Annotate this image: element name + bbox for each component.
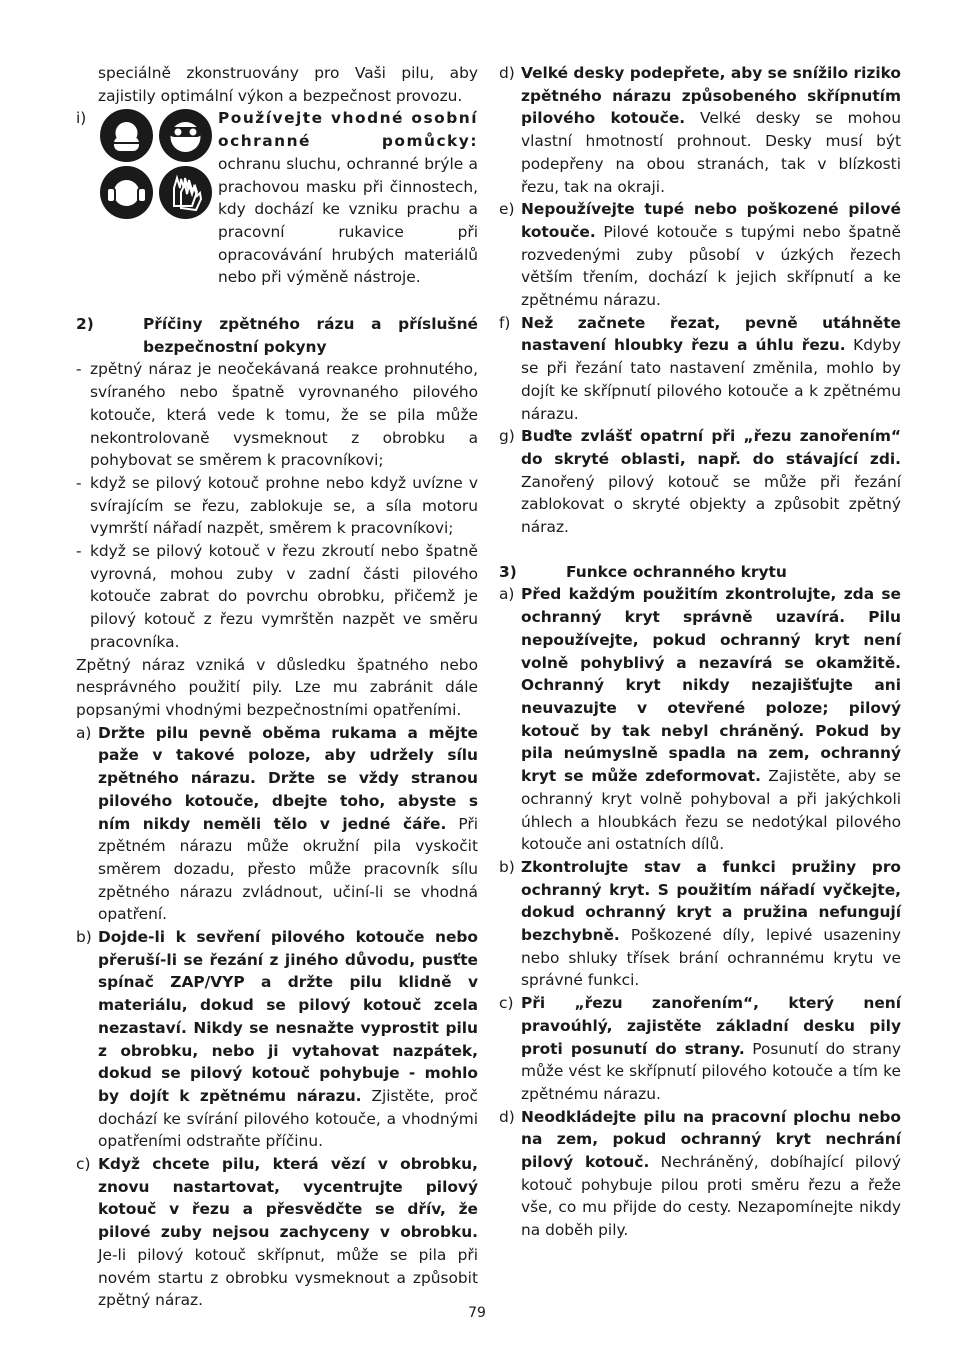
ppe-icons <box>98 107 218 225</box>
item-bold: Držte pilu pevně oběma rukama a mějte paže v takové poloze, aby udržely sílu zpětného nárazu. Držte se vždy stranou pilového kotouče, dbejte toho, abyste s ním nikdy neměli tělo v jedné čáře. <box>98 723 478 833</box>
ear-protection-icon <box>100 166 153 219</box>
item-label: f) <box>499 313 511 332</box>
bullet-text: když se pilový kotouč v řezu zkroutí nebo špatně vyrovná, mohou zuby v zadní části pilového kotouče zabrat do povrchu obrobku, přičemž je pilový kotouč z řezu vymrštěn nazpět ve směru pracovníka. <box>90 542 478 651</box>
item-text: Velké desky se mohou vlastní hmotností prohnout. Desky musí být podepřeny na obou stranách, tak v blízkosti řezu, tak na okraji. <box>521 109 901 196</box>
ppe-text <box>218 107 478 289</box>
list-item <box>499 992 901 1106</box>
bullet-text: zpětný náraz je neočekávaná reakce prohnutého, svíraného nebo špatně vyrovnaného pilového kotouče, která vede k tomu, že se pila může nekontrolovaně vysmeknout z obrobku a pohybovat se směrem k pracovníkovi; <box>90 360 478 470</box>
item-label: g) <box>499 427 515 446</box>
item-text: Kdyby se při řezání tato nastavení změnila, mohlo by dojít ke skřípnutí pilového kotouče a k zpětnému nárazu. <box>521 336 901 423</box>
item-text: Poškozené díly, lepivé usazeniny nebo shluky třísek brání ochrannému krytu ve správné funkci. <box>521 926 901 990</box>
item-bold: Při „řezu zanořením“, který není pravoúhlý, zajistěte základní desku pily proti posunutí do strany. <box>521 994 901 1058</box>
item-label: b) <box>76 928 92 947</box>
item-label: c) <box>76 1155 91 1174</box>
list-item <box>499 425 901 539</box>
item-bold: Nepoužívejte tupé nebo poškozené pilové kotouče. <box>521 200 901 241</box>
item-text: Zajistěte, aby se ochranný kryt volně pohyboval a při jakýchkoli úhlech a hloubkách řezu se nedotýkal pilového kotouče ani ostatních dílů. <box>521 767 901 854</box>
section-3-heading <box>499 561 901 584</box>
list-item <box>499 312 901 426</box>
item-bold: Když chcete pilu, která vězí v obrobku, znovu nastartovat, vycentrujte pilový kotouč v řezu a přesvědčte se dřív, že pilové zuby nejsou zachyceny v obrobku. <box>98 1155 478 1242</box>
item-text: Při zpětném nárazu může okružní pila vyskočit směrem dozadu, přesto může pracovník sílu zpětného nárazu zvládnout, učiní-li se vhodná opatření. <box>98 814 478 924</box>
list-item <box>499 62 901 198</box>
list-item <box>499 856 901 992</box>
section-number: 2) <box>76 315 94 334</box>
item-bold: Před každým použitím zkontrolujte, zda se ochranný kryt správně uzavírá. Pilu nepoužívejte, pokud ochranný kryt není volně pohyblivý a nezavírá se okamžitě. Ochranný kryt nikdy nezajišťujte ani neuvazujte v otevřené poloze; pilový kotouč by tak nebyl chráněný. Pokud by pila neúmyslně spadla na zem, ochranný kryt se může zdeformovat. <box>521 585 901 786</box>
list-item <box>499 1106 901 1242</box>
list-item: - když se pilový kotouč prohne nebo když uvízne v svírajícím se řezu, zablokuje se, a síla motoru vymrští nářadí nazpět, směrem k pracovníkovi; <box>76 472 478 540</box>
item-text: Pilové kotouče s tupými nebo špatně rozvedenými zuby působí v úzkých řezech větším třením, dochází k jejich skřípnutí a ke zpětnému nárazu. <box>521 222 901 310</box>
list-item <box>76 926 478 1153</box>
gloves-icon <box>159 166 212 219</box>
right-column <box>499 62 901 1242</box>
dust-mask-icon <box>100 109 153 162</box>
item-label: a) <box>499 585 515 604</box>
list-item: - když se pilový kotouč v řezu zkroutí nebo špatně vyrovná, mohou zuby v zadní části pilového kotouče zabrat do povrchu obrobku, přičemž je pilový kotouč z řezu vymrštěn nazpět ve směru pracovníka. <box>76 540 478 654</box>
item-label: i) <box>76 109 87 128</box>
item-text: Posunutí do strany může vést ke skřípnutí pilového kotouče a tím ke zpětnému nárazu. <box>521 1039 901 1103</box>
item-label: b) <box>499 857 515 876</box>
safety-goggles-icon <box>159 109 212 162</box>
item-bold: Neodkládejte pilu na pracovní plochu nebo na zem, pokud ochranný kryt nechrání pilový kotouč. <box>521 1107 901 1172</box>
item-label: d) <box>499 64 515 82</box>
intro-text: speciálně zkonstruovány pro Vaši pilu, aby zajistily optimální výkon a bezpečnost provozu. <box>98 64 478 105</box>
item-text: Zjistěte, proč dochází ke svírání pilového kotouče, a vhodnými opatřeními odstraňte příčinu. <box>98 1086 478 1151</box>
list-item <box>499 198 901 312</box>
item-bold: Velké desky podepřete, aby se snížilo riziko zpětného nárazu způsobeného skřípnutím pilového kotouče. <box>521 64 901 128</box>
page-number: 79 <box>468 1305 486 1321</box>
left-column <box>76 62 478 1312</box>
item-label: d) <box>499 1107 515 1126</box>
section-number: 3) <box>499 562 517 581</box>
list-item <box>76 722 478 926</box>
item-text: Zanořený pilový kotouč se může při řezání zablokovat o skryté objekty a způsobit zpětný náraz. <box>521 472 901 537</box>
paragraph: Zpětný náraz vzniká v důsledku špatného nebo nesprávného použití pily. Lze mu zabránit dále popsanými vhodnými bezpečnostními opatřeními. <box>76 655 478 719</box>
item-bold: Dojde-li k sevření pilového kotouče nebo přeruší-li se řezání z jiného důvodu, pusťte spínač ZAP/VYP a držte pilu klidně v materiálu, dokud se pilový kotouč zcela nezastaví. Nikdy se nesnažte vyprostit pilu z obrobku, nebo ji vytahovat nazpátek, dokud se pilový kotouč pohybuje - mohlo by dojít k zpětnému nárazu. <box>98 928 478 1105</box>
ppe-bold: Používejte vhodné osobní ochranné pomůcky: <box>218 109 478 151</box>
section-2-heading <box>76 313 478 358</box>
item-label: c) <box>499 994 514 1013</box>
section-title: Příčiny zpětného rázu a příslušné bezpečnostní pokyny <box>143 315 478 356</box>
section-title: Funkce ochranného krytu <box>566 562 787 581</box>
list-item <box>499 583 901 855</box>
item-bold: Než začnete řezat, pevně utáhněte nastavení hloubky řezu a úhlu řezu. <box>521 313 901 355</box>
item-label: a) <box>76 723 92 742</box>
ppe-body: ochranu sluchu, ochranné brýle a prachovou masku při činnostech, kdy dochází ke vzniku prachu a pracovní rukavice při opracovávání hrubých materiálů nebo při výměně nástroje. <box>218 154 478 287</box>
item-text: Je-li pilový kotouč skřípnut, může se pila při novém startu z obrobku vysmeknout a způsobit zpětný náraz. <box>98 1245 478 1310</box>
item-bold: Buďte zvlášť opatrní při „řezu zanořením“ do skryté oblasti, např. do stávající zdi. <box>521 427 901 468</box>
item-text: Nechráněný, dobíhající pilový kotouč pohybuje pilou proti směru řezu a řeže vše, co mu přijde do cesty. Nezapomínejte nikdy na doběh pily. <box>521 1153 901 1240</box>
item-label: e) <box>499 200 515 219</box>
list-item <box>76 1153 478 1312</box>
item-bold: Zkontrolujte stav a funkci pružiny pro ochranný kryt. S použitím nářadí vyčkejte, dokud ochranný kryt a pružina nefungují bezchybně. <box>521 857 901 945</box>
bullet-text: když se pilový kotouč prohne nebo když uvízne v svírajícím se řezu, zablokuje se, a síla motoru vymrští nářadí nazpět, směrem k pracovníkovi; <box>90 473 478 538</box>
list-item: - zpětný náraz je neočekávaná reakce prohnutého, svíraného nebo špatně vyrovnaného pilového kotouče, která vede k tomu, že se pila může nekontrolovaně vysmeknout z obrobku a pohybovat se směrem k pracovníkovi; <box>76 358 478 472</box>
ppe-item <box>76 107 478 289</box>
